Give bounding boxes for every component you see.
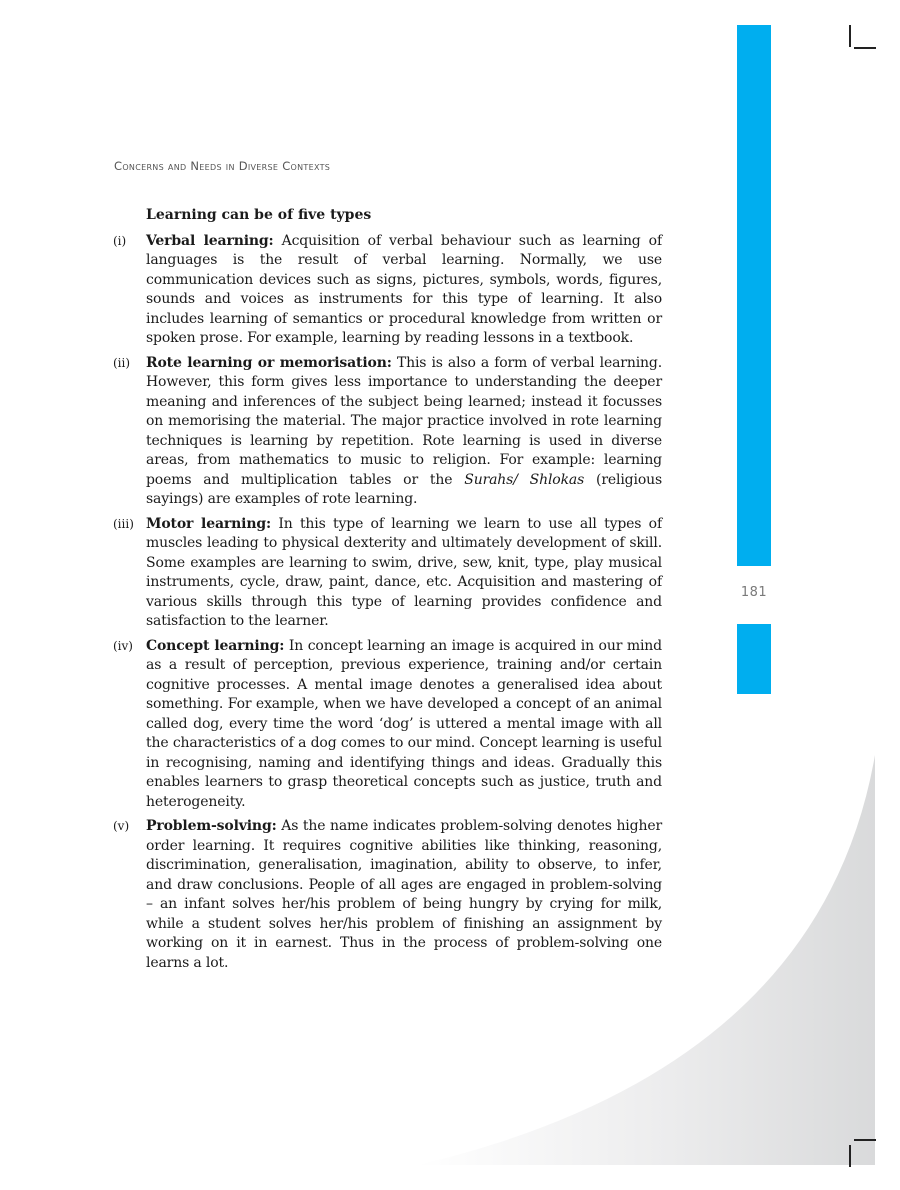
item-body <box>146 817 662 973</box>
list-item-motor-learning <box>113 515 662 632</box>
item-body <box>146 232 662 349</box>
item-body <box>146 637 662 813</box>
item-term: Problem-solving: <box>146 818 277 834</box>
item-body <box>146 354 662 510</box>
item-number: (ii) <box>113 355 131 370</box>
item-description: Acquisition of verbal behaviour such as learning of languages is the result of verbal learning. Normally, we use communication devices such as signs, pictures, symbols, words, figures, sounds and voices as instruments for this type of learning. It also includes learning of semantics or procedural knowledge from written or spoken prose. For example, learning by reading lessons in a textbook. <box>146 232 662 346</box>
list-item-problem-solving <box>113 817 662 973</box>
crop-mark-top-vertical <box>849 25 851 47</box>
list-item-rote-learning <box>113 354 662 510</box>
page-number: 181 <box>740 585 768 600</box>
crop-mark-bottom-horizontal <box>854 1139 876 1141</box>
running-head: Concerns and Needs in Diverse Contexts <box>114 159 331 173</box>
item-description: In this type of learning we learn to use all types of muscles leading to physical dexterity and ultimately development of skill. Some examples are learning to swim, drive, sew, knit, type, play musical instruments, cycle, draw, paint, dance, etc. Acquisition and mastering of various skills through this type of learning provides confidence and satisfaction to the learner. <box>146 515 662 629</box>
item-term: Verbal learning: <box>146 232 274 249</box>
item-description: As the name indicates problem-solving denotes higher order learning. It requires cognitive abilities like thinking, reasoning, discrimination, generalisation, imagination, ability to observe, to infer, and draw conclusions. People of all ages are engaged in problem-solving – an infant solves her/his problem of being hungry by crying for milk, while a student solves her/his problem of finishing an assignment by working on it in earnest. Thus in the process of problem-solving one learns a lot. <box>146 818 662 971</box>
item-italic-term: Surahs/ Shlokas <box>464 471 585 488</box>
item-term: Concept learning: <box>146 637 285 654</box>
item-term: Rote learning or memorisation: <box>146 354 392 371</box>
item-description-end: (religious sayings) are examples of rote learning. <box>146 471 662 507</box>
item-number: (v) <box>113 819 130 833</box>
main-content <box>113 206 662 978</box>
item-number: (i) <box>113 233 127 248</box>
section-heading: Learning can be of five types <box>146 207 372 223</box>
list-item-verbal-learning <box>113 232 662 349</box>
item-term: Motor learning: <box>146 515 271 532</box>
item-description: In concept learning an image is acquired in our mind as a result of perception, previous experience, training and/or certain cognitive processes. A mental image denotes a generalised idea about something. For example, when we have developed a concept of an animal called dog, every time the word ‘dog’ is uttered a mental image with all the characteristics of a dog comes to our mind. Concept learning is useful in recognising, naming and identifying things and ideas. Gradually this enables learners to grasp theoretical concepts such as justice, truth and heterogeneity. <box>146 637 662 810</box>
item-body <box>146 515 662 632</box>
item-description: This is also a form of verbal learning. However, this form gives less importance to understanding the deeper meaning and inferences of the subject being learned; instead it focusses on memorising the material. The major practice involved in rote learning techniques is learning by repetition. Rote learning is used in diverse areas, from mathematics to music to religion. For example: learning poems and multiplication tables or the <box>146 354 662 488</box>
crop-mark-bottom-vertical <box>849 1145 851 1167</box>
accent-bar-bottom <box>737 624 771 694</box>
accent-bar-top <box>737 25 771 566</box>
item-number: (iii) <box>113 516 134 531</box>
item-number: (iv) <box>113 638 133 653</box>
list-item-concept-learning <box>113 637 662 813</box>
crop-mark-top-horizontal <box>854 47 876 49</box>
